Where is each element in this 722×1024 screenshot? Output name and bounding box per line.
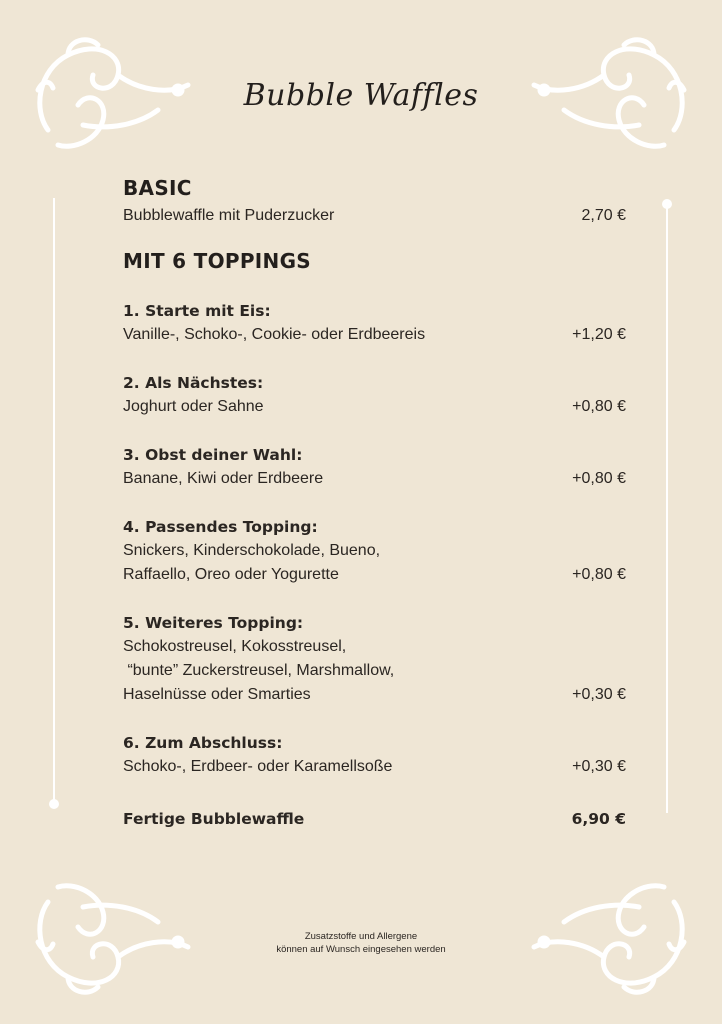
topping-step-text: Schoko-, Erdbeer- oder Karamellsoße (123, 758, 393, 775)
total-row (123, 807, 626, 831)
allergen-note-line: Zusatzstoffe und Allergene (304, 931, 418, 942)
allergen-note-line: können auf Wunsch eingesehen werden (276, 944, 446, 955)
total-label: Fertige Bubblewaffle (123, 810, 305, 828)
topping-step-price: +0,80 € (572, 566, 626, 583)
topping-step (123, 443, 626, 491)
topping-step-text: Joghurt oder Sahne (123, 398, 264, 415)
topping-step (123, 515, 626, 587)
topping-step-heading: 6. Zum Abschluss: (123, 734, 283, 752)
topping-step-line (123, 683, 626, 707)
topping-step-price: +0,30 € (572, 758, 626, 775)
menu-list (123, 176, 626, 831)
topping-step-line (123, 659, 626, 683)
section-heading-toppings: MIT 6 TOPPINGS (123, 249, 311, 273)
topping-step (123, 611, 626, 707)
topping-step-price: +0,30 € (572, 686, 626, 703)
topping-step-price: +0,80 € (572, 398, 626, 415)
topping-step (123, 299, 626, 347)
page-title: Bubble Waffles (243, 78, 479, 113)
topping-step-text: Schokostreusel, Kokosstreusel, (123, 638, 347, 655)
topping-step-line (123, 323, 626, 347)
topping-step-line (123, 755, 626, 779)
topping-step-text: Vanille-, Schoko-, Cookie- oder Erdbeereis (123, 326, 426, 343)
basic-item-label: Bubblewaffle mit Puderzucker (123, 207, 335, 224)
basic-item-row (123, 204, 626, 228)
basic-item-price: 2,70 € (581, 207, 626, 224)
topping-step-text: Haselnüsse oder Smarties (123, 686, 311, 703)
divider-dot-right (662, 199, 672, 209)
topping-step-text: “bunte” Zuckerstreusel, Marshmallow, (123, 662, 395, 679)
topping-step (123, 731, 626, 779)
topping-step-text: Banane, Kiwi oder Erdbeere (123, 470, 324, 487)
topping-step-price: +0,80 € (572, 470, 626, 487)
divider-dot-left (49, 799, 59, 809)
allergen-note (0, 930, 722, 956)
topping-step-line (123, 539, 626, 563)
topping-step-text: Snickers, Kinderschokolade, Bueno, (123, 542, 381, 559)
topping-steps (123, 299, 626, 779)
divider-line-left (53, 198, 55, 804)
topping-step-heading: 1. Starte mit Eis: (123, 302, 271, 320)
topping-step-heading: 2. Als Nächstes: (123, 374, 264, 392)
topping-step (123, 371, 626, 419)
topping-step-line (123, 467, 626, 491)
topping-step-text: Raffaello, Oreo oder Yogurette (123, 566, 339, 583)
topping-step-line (123, 563, 626, 587)
topping-step-price: +1,20 € (572, 326, 626, 343)
topping-step-line (123, 395, 626, 419)
section-heading-basic: BASIC (123, 176, 192, 200)
topping-step-heading: 4. Passendes Topping: (123, 518, 318, 536)
topping-step-line (123, 635, 626, 659)
divider-line-right (666, 205, 668, 813)
topping-step-heading: 3. Obst deiner Wahl: (123, 446, 303, 464)
total-price: 6,90 € (571, 810, 626, 828)
topping-step-heading: 5. Weiteres Topping: (123, 614, 304, 632)
